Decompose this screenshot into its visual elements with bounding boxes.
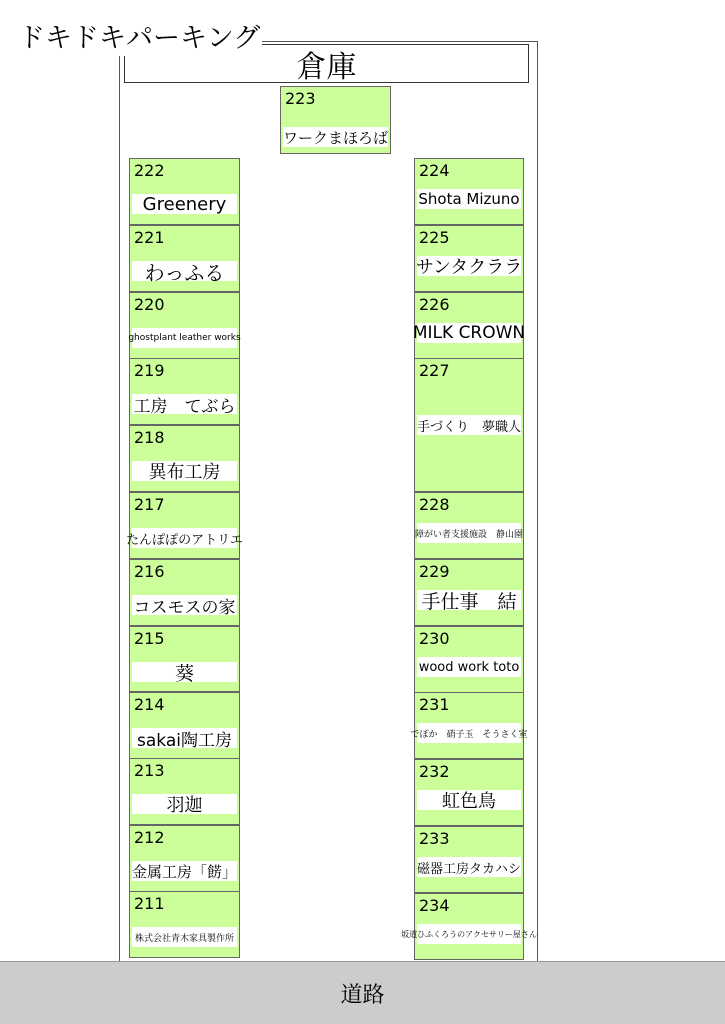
booth-number: 228 <box>419 495 450 514</box>
booth-223 <box>280 86 391 154</box>
booth-name: 株式会社青木家具製作所 <box>132 927 237 947</box>
booth-215 <box>129 626 240 692</box>
booth-219 <box>129 358 240 425</box>
booth-226 <box>414 292 524 359</box>
booth-name: ghostplant leather works <box>132 328 237 348</box>
booth-number: 234 <box>419 896 450 915</box>
booth-number: 222 <box>134 161 165 180</box>
booth-230 <box>414 626 524 693</box>
booth-228 <box>414 492 524 559</box>
booth-name: たんぽぽのアトリエ <box>132 528 237 548</box>
booth-number: 216 <box>134 562 165 581</box>
booth-232 <box>414 759 524 826</box>
booth-222 <box>129 158 240 225</box>
booth-number: 221 <box>134 228 165 247</box>
booth-name: 異布工房 <box>132 461 237 481</box>
booth-name: 羽迦 <box>132 794 237 814</box>
booth-number: 226 <box>419 295 450 314</box>
booth-number: 212 <box>134 828 165 847</box>
booth-number: 232 <box>419 762 450 781</box>
booth-number: 229 <box>419 562 450 581</box>
booth-number: 223 <box>285 89 316 108</box>
road-label: 道路 <box>0 961 725 1024</box>
booth-name: 障がい者支援施設 静山園 <box>417 523 521 543</box>
booth-number: 224 <box>419 161 450 180</box>
booth-name: わっふる <box>132 261 237 281</box>
booth-number: 218 <box>134 428 165 447</box>
booth-number: 215 <box>134 629 165 648</box>
booth-229 <box>414 559 524 626</box>
booth-name: 坂道ひふくろうのアクセサリー屋さん <box>417 924 521 944</box>
booth-name: 手仕事 結 <box>417 590 521 610</box>
booth-216 <box>129 559 240 626</box>
booth-name: 工房 てぶら <box>132 394 237 414</box>
booth-name: 葵 <box>132 662 237 682</box>
warehouse-label: 倉庫 <box>124 44 529 83</box>
booth-224 <box>414 158 524 225</box>
booth-227 <box>414 358 524 492</box>
booth-name: 金属工房「餝」 <box>132 862 238 881</box>
booth-212 <box>129 825 240 892</box>
booth-220 <box>129 292 240 359</box>
booth-number: 214 <box>134 695 165 714</box>
booth-233 <box>414 826 524 893</box>
booth-name: コスモスの家 <box>132 595 237 615</box>
booth-217 <box>126 492 243 559</box>
booth-name: 虹色鳥 <box>417 790 521 810</box>
booth-number: 219 <box>134 361 165 380</box>
booth-number: 213 <box>134 761 165 780</box>
booth-name: wood work toto <box>417 657 521 677</box>
booth-number: 231 <box>419 695 450 714</box>
booth-number: 220 <box>134 295 165 314</box>
booth-name: MILK CROWN <box>412 323 526 343</box>
booth-name: 磁器工房タカハシ <box>417 857 521 877</box>
booth-211 <box>129 891 240 958</box>
booth-number: 217 <box>134 495 165 514</box>
booth-231 <box>410 692 528 759</box>
booth-name: Shota Mizuno <box>418 190 520 208</box>
booth-number: 211 <box>134 894 165 913</box>
booth-218 <box>129 425 240 492</box>
booth-name: Greenery <box>132 194 237 214</box>
booth-name: ワークまほろば <box>283 128 389 147</box>
booth-name: sakai陶工房 <box>132 728 237 748</box>
booth-number: 233 <box>419 829 450 848</box>
page-title: ドキドキパーキング <box>18 23 261 54</box>
booth-221 <box>129 225 240 292</box>
booth-225 <box>414 225 524 292</box>
booth-name: サンタクララ <box>415 257 523 278</box>
booth-234 <box>401 893 537 960</box>
booth-number: 230 <box>419 629 450 648</box>
booth-number: 225 <box>419 228 450 247</box>
booth-name: 手づくり 夢職人 <box>417 415 521 435</box>
booth-214 <box>129 692 240 759</box>
booth-number: 227 <box>419 361 450 380</box>
booth-213 <box>129 758 240 825</box>
booth-name: でぽか 硝子玉 そうさく室 <box>417 723 521 743</box>
